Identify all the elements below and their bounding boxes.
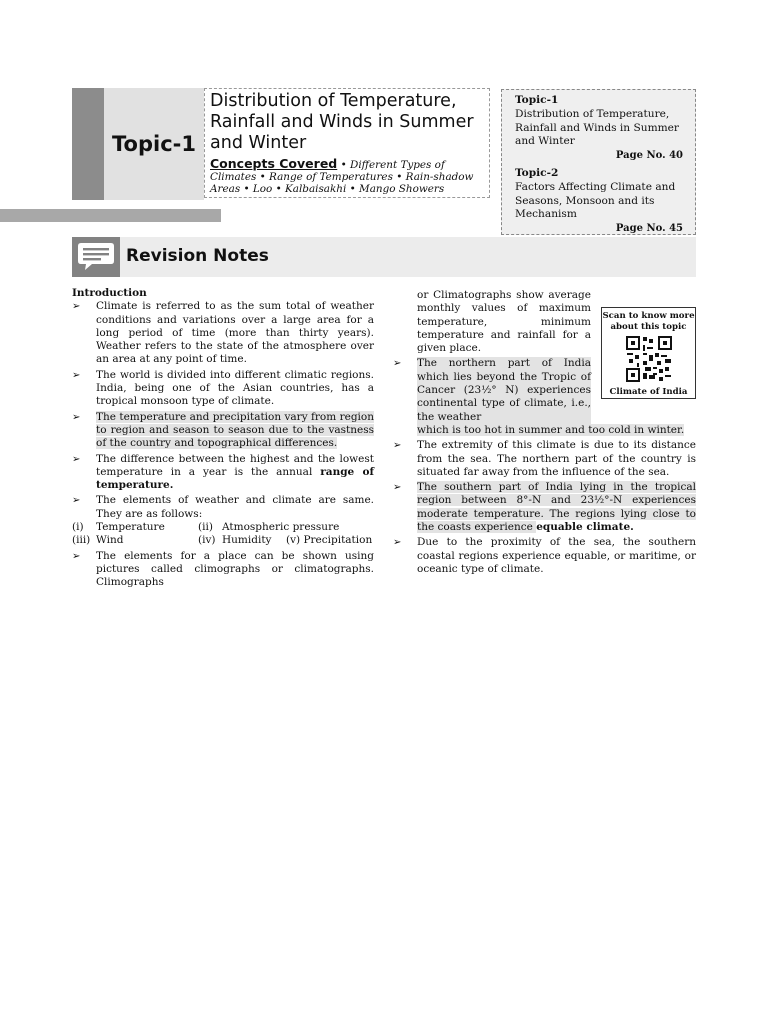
sidebar-topic-2-label: Topic-2 xyxy=(515,166,559,179)
list-item: ➢ Due to the proximity of the sea, the southern coastal regions experience equable, or maritime, or oceanic type of climate. xyxy=(393,536,696,575)
revision-notes-title: Revision Notes xyxy=(126,246,269,266)
key-term: equable climate. xyxy=(536,521,634,534)
bullet-arrow-icon: ➢ xyxy=(393,537,402,549)
sidebar-topic-2-page[interactable]: Page No. 45 xyxy=(615,223,683,235)
bullet-arrow-icon: ➢ xyxy=(72,550,81,562)
list-item xyxy=(393,357,696,423)
bullet-arrow-icon: ➢ xyxy=(393,358,402,370)
qr-caption-top: Scan to know more about this topic xyxy=(602,311,695,332)
bullet-arrow-icon: ➢ xyxy=(393,482,402,494)
left-column xyxy=(72,287,374,592)
concepts-covered xyxy=(210,158,484,196)
list-item: ➢ The difference between the highest and the lowest temperature in a year is the annual range of temperature. xyxy=(72,452,374,492)
concepts-list: • Different Types of Climates • Range of Temperatures • Rain-shadow Areas • Loo • Kalbaisakhi • Mango Showers xyxy=(210,159,474,196)
concepts-label: Concepts Covered xyxy=(210,156,338,171)
topic-header-box xyxy=(204,88,490,198)
list-item: ➢ The elements of weather and climate are same. They are as follows: xyxy=(72,494,374,520)
highlighted-text: The temperature and precipitation vary from region to region and season to season due to the vastness of the country and topographical differences. xyxy=(96,410,374,450)
continued-paragraph: or Climatographs show average monthly values of maximum temperature, minimum temperature and rainfall for a given place. xyxy=(417,289,591,355)
topic-title: Distribution of Temperature, Rainfall and Winds in Summer and Winter xyxy=(210,91,474,153)
sidebar-topic-1-desc: Distribution of Temperature, Rainfall and Winds in Summer and Winter xyxy=(515,107,679,148)
elements-list: (i) Temperature (ii) Atmospheric pressure (iii) Wind (iv) Humidity (v) Precipitation xyxy=(72,521,373,547)
notes-icon xyxy=(72,237,120,277)
sidebar-topic-1-label: Topic-1 xyxy=(515,94,559,106)
bullet-arrow-icon: ➢ xyxy=(72,453,81,465)
bullet-arrow-icon: ➢ xyxy=(72,495,81,507)
highlighted-text: which is too hot in summer and too cold in winter. xyxy=(417,423,685,436)
list-item: ➢ The extremity of this climate is due to its distance from the sea. The northern part of the country is situated far away from the influence of the sea. xyxy=(393,439,696,478)
sidebar-topic-2-desc: Factors Affecting Climate and Seasons, Monsoon and its Mechanism xyxy=(515,180,676,221)
section-heading: Introduction xyxy=(72,287,147,299)
list-item xyxy=(72,411,374,451)
topics-sidebar xyxy=(501,89,696,235)
list-item: ➢ The world is divided into different climatic regions. India, being one of the Asian countries, has a tropical monsoon type of climate. xyxy=(72,368,374,408)
right-column xyxy=(393,289,696,578)
list-item-continued xyxy=(393,424,696,437)
qr-caption-bottom: Climate of India xyxy=(609,386,688,397)
bullet-arrow-icon: ➢ xyxy=(72,301,81,313)
bullet-arrow-icon: ➢ xyxy=(72,369,81,381)
highlighted-text: The southern part of India lying in the tropical region between 8°-N and 23½°-N experiences moderate temperature. The regions lying close to the coasts experience xyxy=(417,481,696,534)
sidebar-topic-1-page[interactable]: Page No. 40 xyxy=(615,150,683,162)
bullet-arrow-icon: ➢ xyxy=(393,440,402,452)
list-item xyxy=(393,481,696,534)
bullet-arrow-icon: ➢ xyxy=(72,411,81,423)
topic-accent-bar xyxy=(72,88,104,200)
list-item: ➢ Climate is referred to as the sum total of weather conditions and variations over a large area for a long period of time (more than thirty years). Weather refers to the state of the atmosphere over an area at any point of time. xyxy=(72,300,374,366)
list-item: ➢ The elements for a place can be shown using pictures called climographs or climatographs. Climographs xyxy=(72,549,374,589)
decorative-band xyxy=(0,209,221,222)
highlighted-text: The northern part of India which lies beyond the Tropic of Cancer (23½° N) experiences continental type of climate, i.e., the weather xyxy=(417,357,591,423)
topic-label: Topic-1 xyxy=(104,88,204,200)
key-term: range of temperature. xyxy=(96,465,374,492)
